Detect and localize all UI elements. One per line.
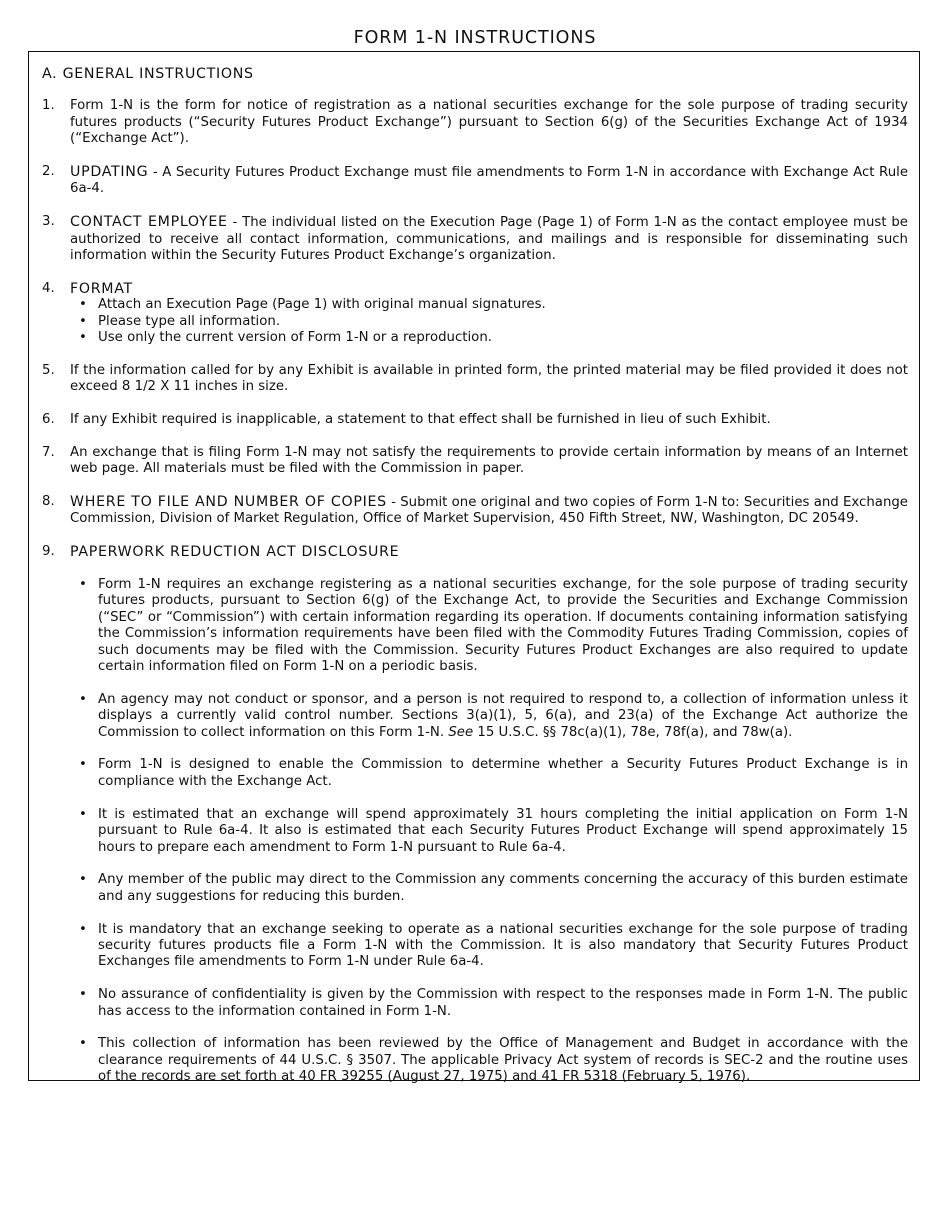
instructions-content xyxy=(42,66,908,1102)
item-number: 4. xyxy=(42,280,55,296)
list-item xyxy=(70,692,908,741)
item-text: - Submit one original and two copies of Form 1-N to: Securities and Exchange Commission, Division of Market Regulation, Office of Market Supervision, 450 Fifth Street, NW, Washington, DC 20549. xyxy=(70,495,908,527)
instruction-item-3 xyxy=(42,214,908,264)
item-text: If any Exhibit required is inapplicable, a statement to that effect shall be furnished in lieu of such Exhibit. xyxy=(70,412,771,428)
item-label-contact-employee: CONTACT EMPLOYEE xyxy=(70,214,228,231)
list-item: • No assurance of confidentiality is given by the Commission with respect to the responses made in Form 1-N. The public has access to the information contained in Form 1-N. xyxy=(70,987,908,1020)
item-number: 8. xyxy=(42,494,55,510)
list-item: • Any member of the public may direct to the Commission any comments concerning the accuracy of this burden estimate and any suggestions for reducing this burden. xyxy=(70,872,908,905)
list-item: • This collection of information has been reviewed by the Office of Management and Budget in accordance with the clearance requirements of 44 U.S.C. § 3507. The applicable Privacy Act system of records is SEC-2 and the routine uses of the records are set forth at 40 FR 39255 (August 27, 1975) and 41 FR 5318 (February 5, 1976). xyxy=(70,1036,908,1085)
instruction-item-4 xyxy=(42,281,908,347)
item-label-format: FORMAT xyxy=(70,280,133,297)
list-item: • It is estimated that an exchange will spend approximately 31 hours completing the initial application on Form 1-N pursuant to Rule 6a-4. It also is estimated that each Security Futures Product Exchange will spend approximately 15 hours to prepare each amendment to Form 1-N pursuant to Rule 6a-4. xyxy=(70,807,908,856)
item-text: - The individual listed on the Execution Page (Page 1) of Form 1-N as the contact employee must be authorized to receive all contact information, communications, and mailings and is responsible for disseminating such information within the Security Futures Product Exchange’s organization. xyxy=(70,215,908,264)
list-item: • It is mandatory that an exchange seeking to operate as a national securities exchange for the sole purpose of trading security futures products file a Form 1-N with the Commission. It is also mandatory that Security Futures Product Exchanges file amendments to Form 1-N under Rule 6a-4. xyxy=(70,922,908,971)
format-bullet-list xyxy=(70,297,908,346)
page-title: FORM 1-N INSTRUCTIONS xyxy=(353,28,597,48)
item-number: 2. xyxy=(42,164,55,180)
item-number: 1. xyxy=(42,98,55,114)
list-item: • Form 1-N is designed to enable the Commission to determine whether a Security Futures Product Exchange is in compliance with the Exchange Act. xyxy=(70,757,908,790)
see-citation: See xyxy=(448,724,474,740)
item-label-paperwork-reduction: PAPERWORK REDUCTION ACT DISCLOSURE xyxy=(70,544,400,561)
pra-text: An agency may not conduct or sponsor, and a person is not required to respond to, a collection of information unless it displays a currently valid control number. Sections 3(a)(1), 5, 6(a), and 23(a) of the Exchange Act authorize the Commission to collect information on this Form 1-N. xyxy=(98,691,908,740)
item-number: 3. xyxy=(42,214,55,230)
section-heading: A. GENERAL INSTRUCTIONS xyxy=(42,66,254,82)
list-item: • Attach an Execution Page (Page 1) with original manual signatures. xyxy=(70,297,908,313)
list-item: • Please type all information. xyxy=(70,314,908,330)
item-text: Form 1-N is the form for notice of registration as a national securities exchange for the sole purpose of trading security futures products (“Security Futures Product Exchange”) pursuant to Section 6(g) of the Securities Exchange Act of 1934 (“Exchange Act”). xyxy=(70,98,908,147)
item-number: 6. xyxy=(42,412,55,428)
instruction-item-1 xyxy=(42,98,908,147)
instruction-item-9 xyxy=(42,544,908,1085)
list-item: • Use only the current version of Form 1-N or a reproduction. xyxy=(70,330,908,346)
item-number: 7. xyxy=(42,444,55,460)
item-text: An exchange that is filing Form 1-N may not satisfy the requirements to provide certain information by means of an Internet web page. All materials must be filed with the Commission in paper. xyxy=(70,444,908,477)
item-text: - A Security Futures Product Exchange must file amendments to Form 1-N in accordance with Exchange Act Rule 6a-4. xyxy=(70,165,908,197)
instruction-item-6 xyxy=(42,412,908,428)
pra-text: 15 U.S.C. §§ 78c(a)(1), 78e, 78f(a), and 78w(a). xyxy=(473,724,793,740)
instruction-item-5 xyxy=(42,363,908,396)
instruction-item-7 xyxy=(42,445,908,478)
item-number: 5. xyxy=(42,362,55,378)
list-item: • Form 1-N requires an exchange registering as a national securities exchange, for the sole purpose of trading security futures products, pursuant to Section 6(g) of the Exchange Act, to provide the Securities and Exchange Commission (“SEC” or “Commission”) with certain information regarding its operation. If documents containing information satisfying the Commission’s information requirements have been filed with the Commodity Futures Trading Commission, copies of such documents may be filed with the Commission. Security Futures Product Exchanges are also required to update certain information filed on Form 1-N on a periodic basis. xyxy=(70,577,908,675)
instruction-item-8 xyxy=(42,494,908,528)
item-label-updating: UPDATING xyxy=(70,164,149,181)
pra-bullet-list xyxy=(70,577,908,1085)
item-number: 9. xyxy=(42,544,55,560)
item-label-where-to-file: WHERE TO FILE AND NUMBER OF COPIES xyxy=(70,494,387,511)
item-text: If the information called for by any Exhibit is available in printed form, the printed material may be filed provided it does not exceed 8 1/2 X 11 inches in size. xyxy=(70,362,908,395)
instruction-item-2 xyxy=(42,164,908,198)
